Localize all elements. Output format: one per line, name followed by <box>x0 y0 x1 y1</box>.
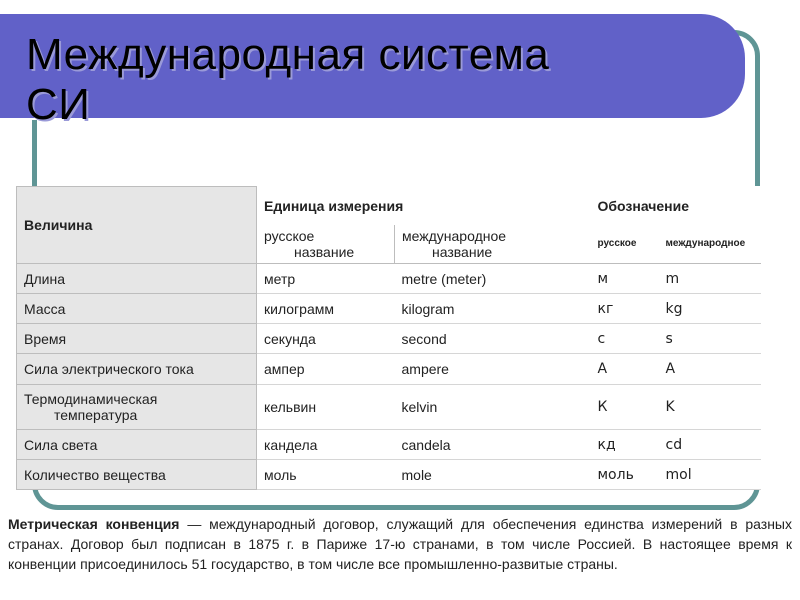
symbol-ru-cell: м <box>591 264 659 294</box>
unit-ru-cell: килограмм <box>257 294 395 324</box>
header-unit-group: Единица измерения <box>264 197 404 214</box>
quantity-cell: Масса <box>17 294 257 324</box>
quantity-line1: Термодинамическая <box>24 391 158 407</box>
unit-int-cell: ampere <box>395 354 591 385</box>
symbol-ru-cell: кг <box>591 294 659 324</box>
unit-int-cell: metre (meter) <box>395 264 591 294</box>
unit-ru-cell: кельвин <box>257 385 395 430</box>
unit-ru-cell: секунда <box>257 324 395 354</box>
subheader-unit-int-line1: международное <box>402 227 507 244</box>
unit-int-cell: kelvin <box>395 385 591 430</box>
symbol-int-cell: cd <box>659 430 761 460</box>
quantity-cell: Время <box>17 324 257 354</box>
symbol-ru-cell: А <box>591 354 659 385</box>
si-units-table <box>16 186 761 490</box>
symbol-ru-cell: кд <box>591 430 659 460</box>
subheader-unit-ru-line2: название <box>294 243 355 260</box>
unit-int-cell: second <box>395 324 591 354</box>
table-row <box>17 354 761 385</box>
subheader-unit-int <box>395 225 591 264</box>
symbol-int-cell: A <box>659 354 761 385</box>
symbol-int-cell: K <box>659 385 761 430</box>
unit-ru-cell: ампер <box>257 354 395 385</box>
slide-title: Международная система СИ <box>26 30 550 129</box>
symbol-ru-cell: с <box>591 324 659 354</box>
quantity-cell: Сила электрического тока <box>17 354 257 385</box>
table-row <box>17 385 761 430</box>
header-quantity: Величина <box>17 187 257 264</box>
table-row <box>17 324 761 354</box>
quantity-cell: Длина <box>17 264 257 294</box>
table-row <box>17 294 761 324</box>
unit-ru-cell: моль <box>257 460 395 490</box>
unit-ru-cell: метр <box>257 264 395 294</box>
subheader-symbol-ru: русское <box>597 238 637 250</box>
symbol-int-cell: kg <box>659 294 761 324</box>
subheader-unit-int-line2: название <box>432 243 493 260</box>
unit-ru-cell: кандела <box>257 430 395 460</box>
table-row <box>17 460 761 490</box>
header-symbol-group: Обозначение <box>597 197 690 214</box>
quantity-line2: температура <box>54 407 138 423</box>
unit-int-cell: mole <box>395 460 591 490</box>
symbol-ru-cell: моль <box>591 460 659 490</box>
table-row <box>17 264 761 294</box>
caption-term: Метрическая конвенция <box>8 516 180 532</box>
quantity-cell <box>17 385 257 430</box>
subheader-unit-ru-line1: русское <box>264 227 315 244</box>
subheader-symbol-int: международное <box>665 238 746 250</box>
table-row <box>17 430 761 460</box>
symbol-int-cell: mol <box>659 460 761 490</box>
unit-int-cell: kilogram <box>395 294 591 324</box>
subheader-unit-ru <box>257 225 395 264</box>
unit-int-cell: candela <box>395 430 591 460</box>
symbol-int-cell: m <box>659 264 761 294</box>
caption-text: — международный договор, служащий для обеспечения единства измерений в разных странах. Договор был подписан в 1875 г. в Париже 17-ю странами, в том числе Россией. В настоящее время к конвенции присоединилось 51 государство, в том числе все промышленно-развитые страны. <box>8 516 792 572</box>
symbol-int-cell: s <box>659 324 761 354</box>
quantity-cell: Сила света <box>17 430 257 460</box>
metric-convention-caption <box>8 514 792 574</box>
table-header-row <box>17 187 761 225</box>
symbol-ru-cell: К <box>591 385 659 430</box>
quantity-cell: Количество вещества <box>17 460 257 490</box>
